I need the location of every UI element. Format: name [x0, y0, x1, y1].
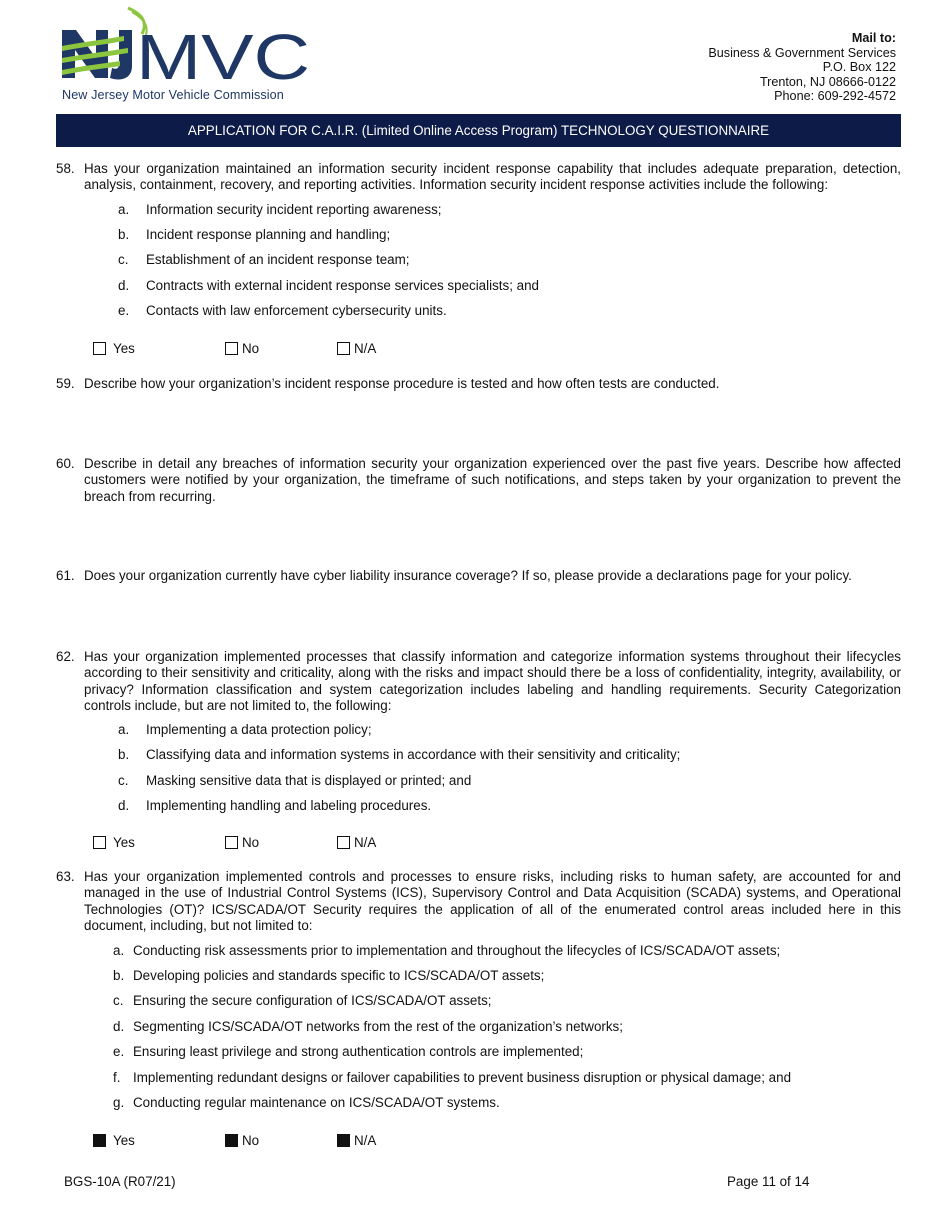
question-number: 60.	[56, 456, 75, 471]
njmvc-logo	[62, 6, 312, 104]
item-text: Masking sensitive data that is displayed or printed; and	[146, 773, 472, 788]
question-number: 61.	[56, 568, 75, 583]
checkbox-box[interactable]	[93, 836, 106, 849]
question-text: Has your organization implemented processes that classify information and categorize information systems throughout their lifecycles according to their sensitivity and criticality, along with the risks and impact should there be a loss of confidentiality, integrity, availability, or privacy? Information classification and system categorization includes labeling and handling requirements. Security Categorization controls include, but are not limited to, the following:	[84, 649, 901, 713]
item-text: Segmenting ICS/SCADA/OT networks from the rest of the organization’s networks;	[133, 1019, 623, 1034]
checkbox-box[interactable]	[337, 342, 350, 355]
item-text: Implementing handling and labeling procedures.	[146, 798, 432, 813]
checkbox-label: Yes	[113, 1133, 135, 1148]
question-text: Describe in detail any breaches of information security your organization experienced over the past five years. Describe how affected customers were notified by your organization, the timeframe of such notifications, and steps taken by your organization to prevent the breach from recurring.	[84, 456, 901, 504]
question-number: 63.	[56, 869, 75, 884]
item-text: Contracts with external incident response services specialists; and	[146, 278, 539, 293]
item-letter: g.	[113, 1095, 125, 1110]
checkbox-label: N/A	[354, 1133, 377, 1148]
item-letter: e.	[113, 1044, 125, 1059]
checkbox-box[interactable]	[225, 836, 238, 849]
checkbox-label: Yes	[113, 835, 135, 850]
checkbox-label: Yes	[113, 341, 135, 356]
question-number: 58.	[56, 161, 75, 176]
logo-tagline: New Jersey Motor Vehicle Commission	[62, 88, 284, 102]
item-letter: c.	[118, 252, 129, 267]
item-text: Developing policies and standards specific to ICS/SCADA/OT assets;	[133, 968, 545, 983]
item-letter: a.	[118, 202, 130, 217]
checkbox-label: No	[242, 1133, 260, 1148]
mail-line: Trenton, NJ 08666-0122	[759, 74, 896, 89]
logo-wordmark: MVC	[136, 21, 310, 86]
question-number: 62.	[56, 649, 75, 664]
item-letter: a.	[118, 722, 130, 737]
item-text: Implementing a data protection policy;	[146, 722, 372, 737]
item-text: Ensuring least privilege and strong authentication controls are implemented;	[133, 1044, 584, 1059]
checkbox-label: No	[242, 835, 260, 850]
item-letter: a.	[113, 943, 125, 958]
item-letter: b.	[113, 968, 125, 983]
form-id: BGS-10A (R07/21)	[64, 1174, 176, 1189]
page-number: Page 11 of 14	[727, 1174, 810, 1189]
question-text: Does your organization currently have cyber liability insurance coverage? If so, please provide a declarations page for your policy.	[84, 568, 852, 583]
item-letter: d.	[118, 798, 130, 813]
checkbox-box[interactable]	[93, 1134, 106, 1147]
item-text: Incident response planning and handling;	[146, 227, 391, 242]
question-63	[56, 869, 901, 934]
question-text: Has your organization implemented controls and processes to ensure risks, including risks to human safety, are accounted for and managed in the use of Industrial Control Systems (ICS), Supervisory Control and Data Acquisition (SCADA) systems, and Operational Technologies (OT)? ICS/SCADA/OT Security requires the application of all of the enumerated control areas included here in this document, including, but not limited to:	[84, 869, 901, 933]
mail-line: P.O. Box 122	[822, 60, 896, 75]
mail-to-label: Mail to:	[851, 31, 896, 45]
checkbox-label: N/A	[354, 341, 377, 356]
question-text: Describe how your organization’s incident response procedure is tested and how often tests are conducted.	[84, 376, 720, 391]
item-text: Conducting risk assessments prior to implementation and throughout the lifecycles of ICS/SCADA/OT assets;	[133, 943, 781, 958]
checkbox-label: N/A	[354, 835, 377, 850]
item-letter: d.	[118, 278, 130, 293]
question-59	[56, 376, 901, 392]
item-text: Establishment of an incident response team;	[146, 252, 410, 267]
question-62	[56, 649, 901, 714]
item-text: Implementing redundant designs or failover capabilities to prevent business disruption or physical damage; and	[133, 1070, 792, 1085]
checkbox-box[interactable]	[93, 342, 106, 355]
checkbox-box[interactable]	[337, 836, 350, 849]
item-letter: e.	[118, 303, 130, 318]
njmvc-logo-mark	[62, 6, 312, 86]
item-text: Conducting regular maintenance on ICS/SCADA/OT systems.	[133, 1095, 500, 1110]
question-text: Has your organization maintained an information security incident response capability that includes adequate preparation, detection, analysis, containment, recovery, and reporting activities. Information security incident response activities include the following:	[84, 161, 901, 193]
item-letter: c.	[113, 993, 124, 1008]
checkbox-box[interactable]	[225, 1134, 238, 1147]
question-60	[56, 456, 901, 505]
form-title-banner: APPLICATION FOR C.A.I.R. (Limited Online Access Program) TECHNOLOGY QUESTIONNAIRE	[56, 114, 901, 147]
item-text: Contacts with law enforcement cybersecurity units.	[146, 303, 447, 318]
mail-line: Business & Government Services	[708, 45, 896, 60]
question-61	[56, 568, 901, 584]
item-letter: b.	[118, 227, 130, 242]
item-text: Classifying data and information systems in accordance with their sensitivity and criticality;	[146, 747, 681, 762]
item-letter: d.	[113, 1019, 125, 1034]
item-letter: c.	[118, 773, 129, 788]
checkbox-box[interactable]	[225, 342, 238, 355]
item-letter: f.	[113, 1070, 121, 1085]
item-letter: b.	[118, 747, 130, 762]
question-58	[56, 161, 901, 194]
question-number: 59.	[56, 376, 75, 391]
checkbox-label: No	[242, 341, 260, 356]
mailing-address	[708, 31, 896, 104]
item-text: Ensuring the secure configuration of ICS/SCADA/OT assets;	[133, 993, 492, 1008]
item-text: Information security incident reporting awareness;	[146, 202, 442, 217]
mail-phone: Phone: 609-292-4572	[774, 89, 896, 104]
checkbox-box[interactable]	[337, 1134, 350, 1147]
